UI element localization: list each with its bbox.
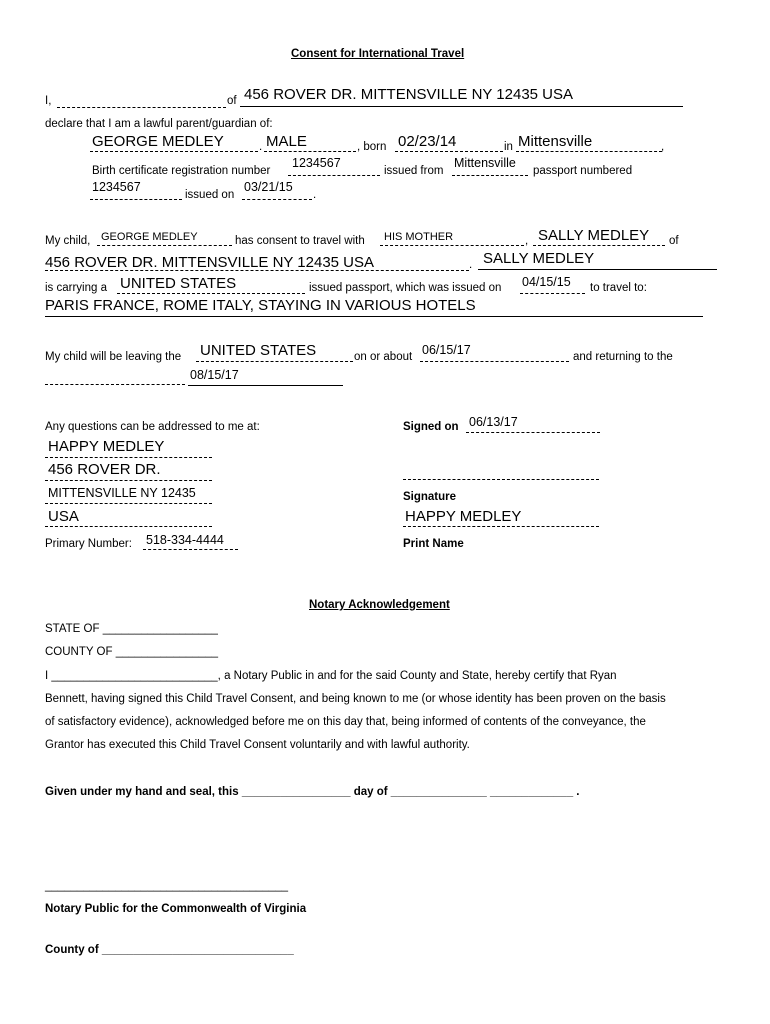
leaving-label: My child will be leaving the — [45, 351, 182, 363]
contact-name-line — [45, 457, 212, 458]
issued-from-value[interactable]: Mittensville — [454, 156, 516, 170]
notary-line-1: I __________________________, a Notary Public in and for the said County and State, hereby certify that Ryan — [45, 670, 617, 682]
passport-issued-value[interactable]: 03/21/15 — [244, 180, 293, 194]
passport-country-value[interactable]: UNITED STATES — [120, 275, 237, 292]
issued-passport-label: issued passport, which was issued on — [309, 282, 502, 294]
signed-on-label: Signed on — [403, 421, 459, 433]
is-carrying-label: is carrying a — [45, 282, 107, 294]
companion-address-value[interactable]: 456 ROVER DR. MITTENSVILLE NY 12435 USA — [45, 254, 375, 271]
comma-1: , — [661, 141, 665, 153]
cert-number-value[interactable]: 1234567 — [292, 156, 341, 170]
contact-country-value[interactable]: USA — [48, 508, 79, 525]
signature-label: Signature — [403, 491, 457, 503]
passport-country-line — [117, 293, 305, 294]
destination-value[interactable]: PARIS FRANCE, ROME ITALY, STAYING IN VARIOUS HOTELS — [45, 297, 476, 314]
signed-date-value[interactable]: 06/13/17 — [469, 415, 518, 429]
child-name-small-value[interactable]: GEORGE MEDLEY — [101, 231, 198, 243]
my-child-label: My child, — [45, 235, 91, 247]
form-title: Consent for International Travel — [291, 48, 465, 60]
notary-given: Given under my hand and seal, this _________________ day of _______________ _____________ . — [45, 786, 580, 798]
parent-address-line — [240, 106, 683, 107]
notary-county: COUNTY OF ________________ — [45, 646, 219, 658]
period-2: . — [313, 189, 317, 201]
dob-line — [395, 151, 503, 152]
companion-name2-value[interactable]: SALLY MEDLEY — [483, 250, 595, 267]
gender-value[interactable]: MALE — [266, 133, 307, 150]
notary-line-3: of satisfactory evidence), acknowledged before me on this day that, being informed of contents of the conveyance, the — [45, 716, 646, 728]
birthplace-value[interactable]: Mittensville — [518, 133, 593, 150]
contact-street-value[interactable]: 456 ROVER DR. — [48, 461, 161, 478]
print-name-value[interactable]: HAPPY MEDLEY — [405, 508, 522, 525]
companion-line — [533, 245, 665, 246]
issued-from-label: issued from — [384, 165, 444, 177]
period-3: . — [469, 259, 473, 271]
return-place-line — [45, 384, 185, 385]
gender-line — [264, 151, 356, 152]
child-name-small-line — [97, 245, 232, 246]
destination-line — [45, 316, 703, 317]
passport-issue-date-line — [520, 293, 585, 294]
contact-name-value[interactable]: HAPPY MEDLEY — [48, 438, 165, 455]
issued-on-label: issued on — [185, 189, 235, 201]
child-name-line — [90, 151, 258, 152]
passport-number-value[interactable]: 1234567 — [92, 180, 141, 194]
questions-label: Any questions can be addressed to me at: — [45, 421, 260, 433]
declare-text: declare that I am a lawful parent/guardian of: — [45, 118, 273, 130]
primary-number-label: Primary Number: — [45, 538, 132, 550]
contact-street-line — [45, 480, 212, 481]
travel-with-value[interactable]: HIS MOTHER — [384, 231, 454, 243]
birthplace-line — [516, 151, 662, 152]
parent-name-line — [57, 107, 226, 108]
consent-travel-label: has consent to travel with — [235, 235, 365, 247]
companion-value[interactable]: SALLY MEDLEY — [538, 227, 650, 244]
leaving-country-value[interactable]: UNITED STATES — [200, 342, 317, 359]
parent-address-value[interactable]: 456 ROVER DR. MITTENSVILLE NY 12435 USA — [244, 86, 574, 103]
in-label: in — [504, 141, 513, 153]
passport-number-line — [90, 199, 182, 200]
i-label: I, — [45, 95, 52, 107]
born-label: , born — [357, 141, 387, 153]
companion-address-line — [45, 270, 469, 271]
print-name-label: Print Name — [403, 538, 464, 550]
leaving-date-line — [420, 361, 569, 362]
return-date-line — [188, 385, 343, 386]
leaving-country-line — [196, 361, 353, 362]
leaving-date-value[interactable]: 06/15/17 — [422, 343, 471, 357]
print-name-line — [403, 526, 599, 527]
phone-value[interactable]: 518-334-4444 — [146, 533, 224, 547]
comma-2: , — [525, 235, 529, 247]
to-travel-label: to travel to: — [590, 282, 647, 294]
passport-numbered-label: passport numbered — [533, 165, 633, 177]
phone-line — [143, 549, 238, 550]
passport-issued-line — [242, 199, 312, 200]
contact-city-line — [45, 503, 212, 504]
period-1: . — [259, 141, 263, 153]
notary-line-4: Grantor has executed this Child Travel Consent voluntarily and with lawful authority. — [45, 739, 470, 751]
child-name-value[interactable]: GEORGE MEDLEY — [92, 133, 224, 150]
returning-label: and returning to the — [573, 351, 673, 363]
travel-with-line — [380, 245, 524, 246]
signed-date-line — [466, 432, 600, 433]
notary-state: STATE OF __________________ — [45, 623, 218, 635]
cert-number-line — [288, 175, 380, 176]
notary-public-for: Notary Public for the Commonwealth of Virginia — [45, 903, 307, 915]
notary-county-of: County of ______________________________ — [45, 944, 294, 956]
passport-issue-date-value[interactable]: 04/15/15 — [522, 275, 571, 289]
contact-country-line — [45, 526, 212, 527]
contact-city-value[interactable]: MITTENSVILLE NY 12435 — [48, 486, 196, 500]
birth-cert-label: Birth certificate registration number — [92, 165, 271, 177]
signature-line[interactable] — [403, 479, 599, 480]
companion-name2-line — [478, 269, 717, 270]
issued-from-line — [452, 175, 528, 176]
dob-value[interactable]: 02/23/14 — [398, 133, 457, 150]
notary-title: Notary Acknowledgement — [309, 599, 450, 611]
return-date-value[interactable]: 08/15/17 — [190, 368, 239, 382]
on-about-label: on or about — [354, 351, 413, 363]
notary-line-2: Bennett, having signed this Child Travel Consent, and being known to me (or whose identity has been proven on the basis — [45, 693, 666, 705]
notary-signature-line: ______________________________________ — [45, 880, 289, 892]
of-label: of — [227, 95, 237, 107]
of-label-2: of — [669, 235, 679, 247]
